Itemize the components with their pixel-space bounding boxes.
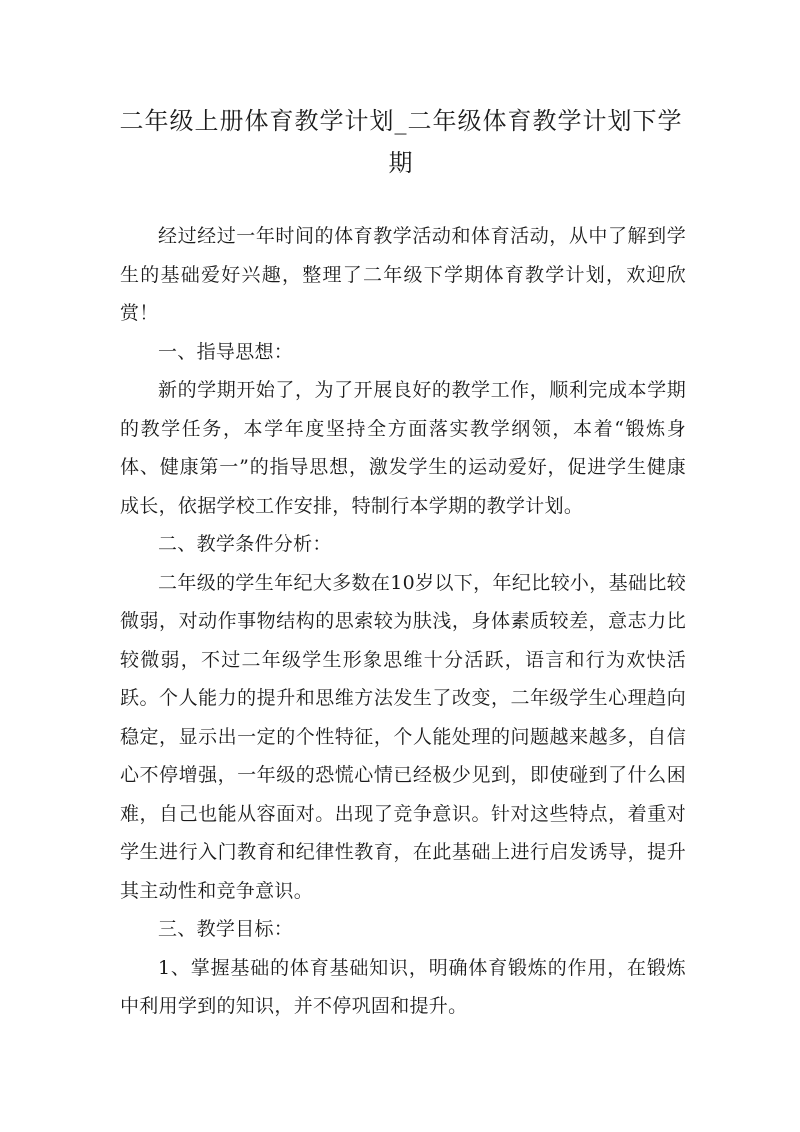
document-body: [120, 217, 686, 1026]
intro-paragraph: 经过经过一年时间的体育教学活动和体育活动，从中了解到学生的基础爱好兴趣，整理了二年级下学期体育教学计划，欢迎欣赏！: [120, 225, 686, 324]
section-heading-guiding-thought: 一、指导思想：: [158, 340, 294, 363]
section-heading-teaching-goals: 三、教学目标：: [158, 918, 294, 940]
section-heading-condition-analysis: 二、教学条件分析：: [158, 533, 332, 555]
document-title: 二年级上册体育教学计划_二年级体育教学计划下学期: [119, 107, 683, 177]
guiding-thought-paragraph: 新的学期开始了，为了开展良好的教学工作，顺利完成本学期的教学任务，本学年度坚持全方面落实教学纲领，本着“锻炼身体、健康第一”的指导思想，激发学生的运动爱好，促进学生健康成长，依据学校工作安排，特制行本学期的教学计划。: [120, 379, 686, 517]
condition-analysis-paragraph: 二年级的学生年纪大多数在10岁以下，年纪比较小，基础比较微弱，对动作事物结构的思索较为肤浅，身体素质较差，意志力比较微弱，不过二年级学生形象思维十分活跃，语言和行为欢快活跃。个人能力的提升和思维方法发生了改变，二年级学生心理趋向稳定，显示出一定的个性特征，个人能处理的问题越来越多，自信心不停增强，一年级的恐慌心情已经极少见到，即使碰到了什么困难，自己也能从容面对。出现了竞争意识。针对这些特点，着重对学生进行入门教育和纪律性教育，在此基础上进行启发诱导，提升其主动性和竞争意识。: [120, 571, 686, 902]
teaching-goal-item-1: 1、掌握基础的体育基础知识，明确体育锻炼的作用，在锻炼中利用学到的知识，并不停巩固和提升。: [120, 956, 686, 1017]
